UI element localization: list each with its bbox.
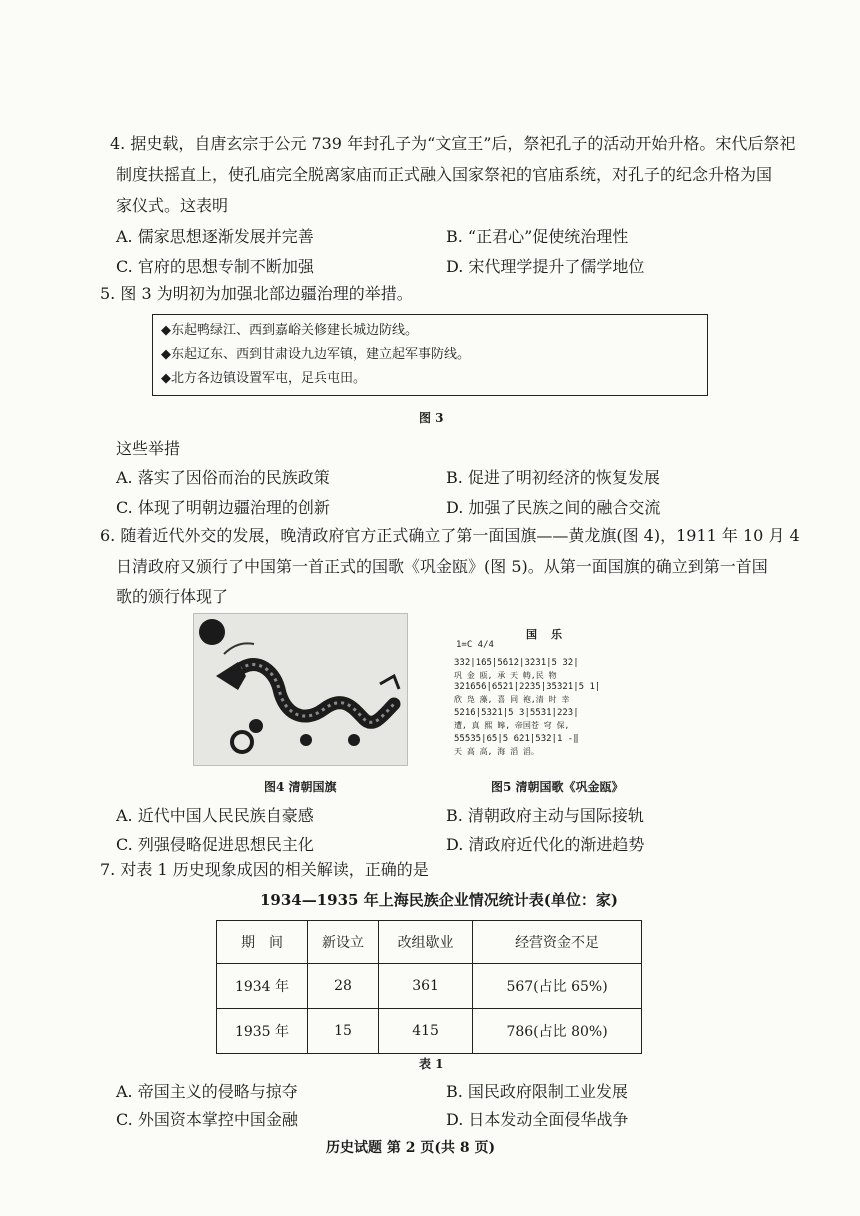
table-header-cell: 新设立 bbox=[307, 921, 378, 964]
table-header-row bbox=[217, 921, 642, 964]
q5-box-item-3: ◆北方各边镇设置军屯，足兵屯田。 bbox=[161, 371, 366, 386]
q5-option-a: A. 落实了因俗而治的民族政策 bbox=[116, 468, 330, 487]
q6-stem-line-1: 6. 随着近代外交的发展，晚清政府官方正式确立了第一面国旗——黄龙旗(图 4)，1911 年 10 月 4 bbox=[100, 526, 800, 545]
score-row: 5̇2̇1̇6̇|5̇3̇2̇1̇|5 3̇|5̇5̇3̇1̇|2̇2̇3̇| bbox=[454, 708, 579, 718]
q5-option-b: B. 促进了明初经济的恢复发展 bbox=[446, 468, 660, 487]
table-cell: 786(占比 80%) bbox=[473, 1009, 642, 1054]
q7-stem: 7. 对表 1 历史现象成因的相关解读，正确的是 bbox=[100, 860, 429, 879]
q7-option-c: C. 外国资本掌控中国金融 bbox=[116, 1110, 298, 1129]
fig4-caption: 图4 清朝国旗 bbox=[264, 780, 337, 794]
q4-option-b: B. “正君心”促使统治理性 bbox=[446, 227, 629, 246]
q5-box-item-2: ◆东起辽东、西到甘肃设九边军镇，建立起军事防线。 bbox=[161, 347, 470, 362]
score-row: 3̇3̇2|1̇6̇5̇|5̇6̇1̇2|3̇2̇3̇1̇|5 3̇2̇| bbox=[454, 658, 579, 668]
page-footer: 历史试题 第 2 页(共 8 页) bbox=[326, 1140, 496, 1156]
table-cell: 415 bbox=[379, 1009, 473, 1054]
dragon-flag-illustration bbox=[194, 614, 407, 765]
enterprise-statistics-table bbox=[216, 920, 642, 1054]
q6-stem-line-2: 日清政府又颁行了中国第一首正式的国歌《巩金瓯》(图 5)。从第一面国旗的确立到第一首国 bbox=[116, 557, 768, 576]
q4-stem-line-2: 制度扶摇直上，使孔庙完全脱离家庙而正式融入国家祭祀的官庙系统，对孔子的纪念升格为国 bbox=[116, 165, 773, 184]
q4-option-a: A. 儒家思想逐渐发展并完善 bbox=[116, 227, 314, 246]
qing-anthem-score-image bbox=[452, 622, 648, 764]
table-row bbox=[217, 1009, 642, 1054]
q4-option-c: C. 官府的思想专制不断加强 bbox=[116, 257, 314, 276]
table-title: 1934—1935 年上海民族企业情况统计表(单位：家) bbox=[260, 891, 618, 909]
q6-option-c: C. 列强侵略促进思想民主化 bbox=[116, 835, 314, 854]
q6-option-b: B. 清朝政府主动与国际接轨 bbox=[446, 806, 644, 825]
table-header-cell: 期 间 bbox=[217, 921, 308, 964]
table-header-cell: 改组歇业 bbox=[379, 921, 473, 964]
q4-stem-line-3: 家仪式。这表明 bbox=[116, 196, 229, 215]
q5-figure-box bbox=[152, 314, 708, 396]
q7-option-d: D. 日本发动全面侵华战争 bbox=[446, 1110, 629, 1129]
q4-option-d: D. 宋代理学提升了儒学地位 bbox=[446, 257, 645, 276]
score-row: 3̇2̇1̇6̇5̇6̇|6̇5̇2̇1̇|2̇2̇3̇5̇|3̇5̇3̇2̇1̇|5 1̇| bbox=[454, 682, 601, 692]
q5-stem: 5. 图 3 为明初为加强北部边疆治理的举措。 bbox=[100, 284, 413, 303]
q6-stem-line-3: 歌的颁行体现了 bbox=[116, 587, 229, 606]
score-lyric: 天 高 高, 海 滔 滔。 bbox=[454, 747, 539, 756]
q5-option-c: C. 体现了明朝边疆治理的创新 bbox=[116, 498, 330, 517]
q7-option-b: B. 国民政府限制工业发展 bbox=[446, 1082, 628, 1101]
fig5-caption: 图5 清朝国歌《巩金瓯》 bbox=[491, 780, 624, 794]
table-cell: 567(占比 65%) bbox=[473, 964, 642, 1009]
table-cell: 1934 年 bbox=[217, 964, 308, 1009]
q5-question: 这些举措 bbox=[116, 439, 181, 458]
table-cell: 28 bbox=[307, 964, 378, 1009]
score-lyric: 遭, 真 熙 皞, 帝国苍 穹 保, bbox=[454, 721, 570, 730]
table-cell: 361 bbox=[379, 964, 473, 1009]
q4-stem-line-1: 4. 据史载，自唐玄宗于公元 739 年封孔子为“文宣王”后，祭祀孔子的活动开始升格。宋代后祭祀 bbox=[110, 134, 796, 153]
score-row: 5̇5̇5̇3̇5|6̇5̇|5 6̇2̇1̇|5̇3̇2̇|1 -‖ bbox=[454, 734, 579, 744]
q7-option-a: A. 帝国主义的侵略与掠夺 bbox=[116, 1082, 298, 1101]
table-cell: 15 bbox=[307, 1009, 378, 1054]
score-title: 国乐 bbox=[526, 628, 576, 641]
q6-option-a: A. 近代中国人民民族自豪感 bbox=[116, 806, 314, 825]
qing-dragon-flag-image bbox=[193, 613, 408, 766]
q5-figure-caption: 图 3 bbox=[419, 411, 444, 425]
table-row bbox=[217, 964, 642, 1009]
table-header-cell: 经营资金不足 bbox=[473, 921, 642, 964]
score-key: 1=C 4/4 bbox=[456, 640, 494, 650]
score-lyric: 巩 金 瓯, 承 天 帱,民 物 bbox=[454, 671, 557, 680]
q5-box-item-1: ◆东起鸭绿江、西到嘉峪关修建长城边防线。 bbox=[161, 323, 418, 338]
table-caption: 表 1 bbox=[419, 1057, 444, 1071]
score-lyric: 欣 凫 藻, 喜 同 袍,清 时 幸 bbox=[454, 695, 570, 704]
q5-option-d: D. 加强了民族之间的融合交流 bbox=[446, 498, 661, 517]
table-cell: 1935 年 bbox=[217, 1009, 308, 1054]
q6-option-d: D. 清政府近代化的渐进趋势 bbox=[446, 835, 645, 854]
